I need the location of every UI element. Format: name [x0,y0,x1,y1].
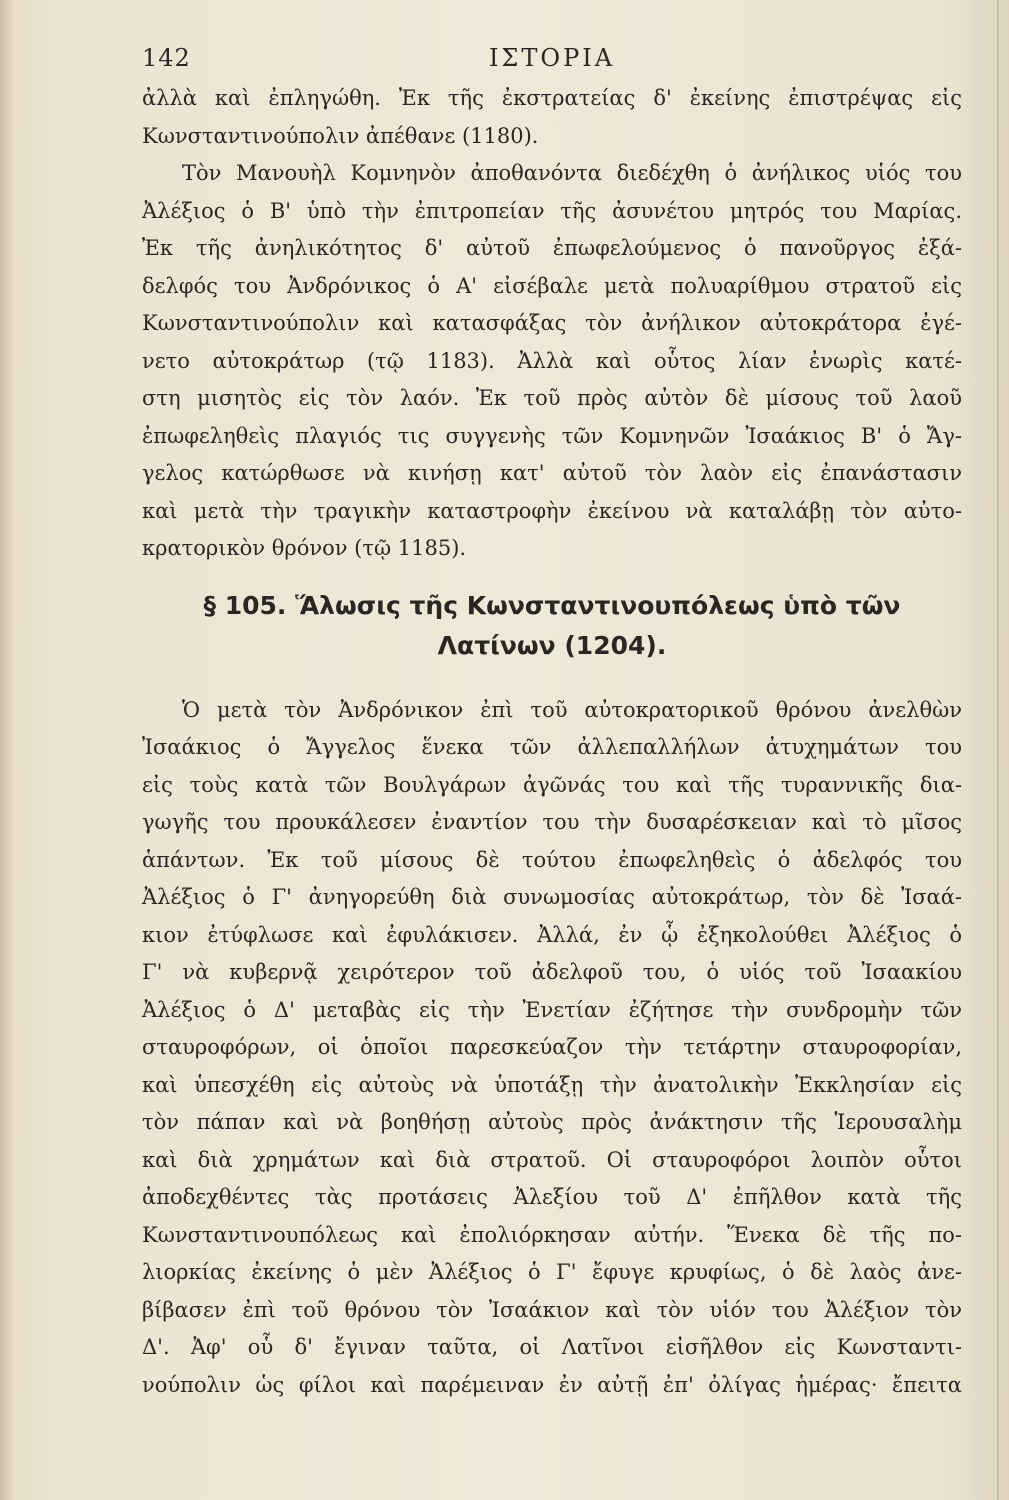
text-line: Τὸν Μανουὴλ Κομνηνὸν ἀποθανόντα διεδέχθη ὁ ἀνήλικος υἱός του [182,161,962,185]
text-body [142,80,962,1404]
text-line: Ἀλέξιος ὁ Γ' ἀνηγορεύθη διὰ συνωμοσίας αὐτοκράτωρ, τὸν δὲ Ἰσαά- [142,885,962,909]
page-number: 142 [142,44,191,72]
text-line: καὶ διὰ χρημάτων καὶ διὰ στρατοῦ. Οἱ σταυροφόροι λοιπὸν οὗτοι [142,1147,962,1172]
text-line: ἁπάντων. Ἐκ τοῦ μίσους δὲ τούτου ἐπωφεληθεὶς ὁ ἀδελφός του [142,847,962,872]
text-line: εἰς τοὺς κατὰ τῶν Βουλγάρων ἀγῶνάς του καὶ τῆς τυραννικῆς δια- [142,772,962,797]
text-line: Ἐκ τῆς ἀνηλικότητος δ' αὐτοῦ ἐπωφελούμενος ὁ πανοῦργος ἐξά- [142,236,962,260]
text-line: νετο αὐτοκράτωρ (τῷ 1183). Ἀλλὰ καὶ οὗτος λίαν ἐνωρὶς κατέ- [142,348,962,373]
text-line: γελος κατώρθωσε νὰ κινήσῃ κατ' αὐτοῦ τὸν λαὸν εἰς ἐπανάστασιν [142,461,962,485]
section-heading-line-2: Λατίνων (1204). [437,630,667,660]
text-line: κρατορικὸν θρόνον (τῷ 1185). [142,536,467,560]
text-line: ἀλλὰ καὶ ἐπληγώθη. Ἐκ τῆς ἐκστρατείας δ' ἐκείνης ἐπιστρέψας εἰς [142,86,962,110]
text-line: γωγῆς του προυκάλεσεν ἐναντίον του τὴν δυσαρέσκειαν καὶ τὸ μῖσος [142,810,962,834]
paragraph-3 [142,692,962,1405]
paragraph-2 [142,155,962,568]
text-line: καὶ ὑπεσχέθη εἰς αὐτοὺς νὰ ὑποτάξῃ τὴν ἀνατολικὴν Ἐκκλησίαν εἰς [142,1072,962,1097]
text-line: νούπολιν ὡς φίλοι καὶ παρέμειναν ἐν αὐτῇ ἐπ' ὀλίγας ἡμέρας· ἔπειτα [142,1372,962,1397]
spacer [142,666,962,692]
section-heading-line-1: § 105. Ἅλωσις τῆς Κωνσταντινουπόλεως ὑπὸ τῶν [203,590,901,620]
text-line: στη μισητὸς εἰς τὸν λαόν. Ἐκ τοῦ πρὸς αὐτὸν δὲ μίσους τοῦ λαοῦ [142,386,962,410]
section-heading [142,586,962,666]
text-line: Δ'. Ἀφ' οὗ δ' ἔγιναν ταῦτα, οἱ Λατῖνοι εἰσῆλθον εἰς Κωνσταντι- [142,1335,962,1359]
page-edge [997,0,999,1500]
text-line: Ὁ μετὰ τὸν Ἀνδρόνικον ἐπὶ τοῦ αὐτοκρατορικοῦ θρόνου ἀνελθὼν [182,697,962,722]
text-line: Ἀλέξιος ὁ Β' ὑπὸ τὴν ἐπιτροπείαν τῆς ἀσυνέτου μητρός του Μαρίας. [142,198,962,223]
text-line: δελφός του Ἀνδρόνικος ὁ Α' εἰσέβαλε μετὰ πολυαρίθμου στρατοῦ εἰς [142,273,962,298]
text-line: καὶ μετὰ τὴν τραγικὴν καταστροφὴν ἐκείνου νὰ καταλάβῃ τὸν αὐτο- [142,498,962,523]
text-line: ἐπωφεληθεὶς πλαγιός τις συγγενὴς τῶν Κομνηνῶν Ἰσαάκιος Β' ὁ Ἄγ- [142,423,962,448]
text-line: βίβασεν ἐπὶ τοῦ θρόνου τὸν Ἰσαάκιον καὶ τὸν υἱόν του Ἀλέξιον τὸν [142,1297,962,1322]
text-line: Κωνσταντινουπόλεως καὶ ἐπολιόρκησαν αὐτήν. Ἕνεκα δὲ τῆς πο- [142,1222,962,1247]
paragraph-1 [142,80,962,155]
text-line: Κωνσταντινούπολιν ἀπέθανε (1180). [142,123,539,148]
text-line: Κωνσταντινούπολιν καὶ κατασφάξας τὸν ἀνήλικον αὐτοκράτορα ἐγέ- [142,311,962,335]
page-header [142,44,962,80]
text-line: Ἰσαάκιος ὁ Ἄγγελος ἕνεκα τῶν ἀλλεπαλλήλων ἀτυχημάτων του [142,735,962,759]
text-line: Ἀλέξιος ὁ Δ' μεταβὰς εἰς τὴν Ἐνετίαν ἐζήτησε τὴν συνδρομὴν τῶν [142,997,962,1022]
text-line: λιορκίας ἐκείνης ὁ μὲν Ἀλέξιος ὁ Γ' ἔφυγε κρυφίως, ὁ δὲ λαὸς ἀνε- [142,1260,962,1284]
text-line: τὸν πάπαν καὶ νὰ βοηθήσῃ αὐτοὺς πρὸς ἀνάκτησιν τῆς Ἱερουσαλὴμ [142,1110,962,1134]
binding-shadow [0,0,14,1500]
text-line: ἀποδεχθέντες τὰς προτάσεις Ἀλεξίου τοῦ Δ' ἐπῆλθον κατὰ τῆς [142,1185,962,1209]
text-line: σταυροφόρων, οἱ ὁποῖοι παρεσκεύαζον τὴν τετάρτην σταυροφορίαν, [142,1035,962,1059]
running-title: ΙΣΤΟΡΙΑ [488,44,616,72]
text-line: κιον ἐτύφλωσε καὶ ἐφυλάκισεν. Ἀλλά, ἐν ᾧ ἐξηκολούθει Ἀλέξιος ὁ [142,922,962,947]
text-line: Γ' νὰ κυβερνᾷ χειρότερον τοῦ ἀδελφοῦ του, ὁ υἱός τοῦ Ἰσαακίου [142,960,962,984]
